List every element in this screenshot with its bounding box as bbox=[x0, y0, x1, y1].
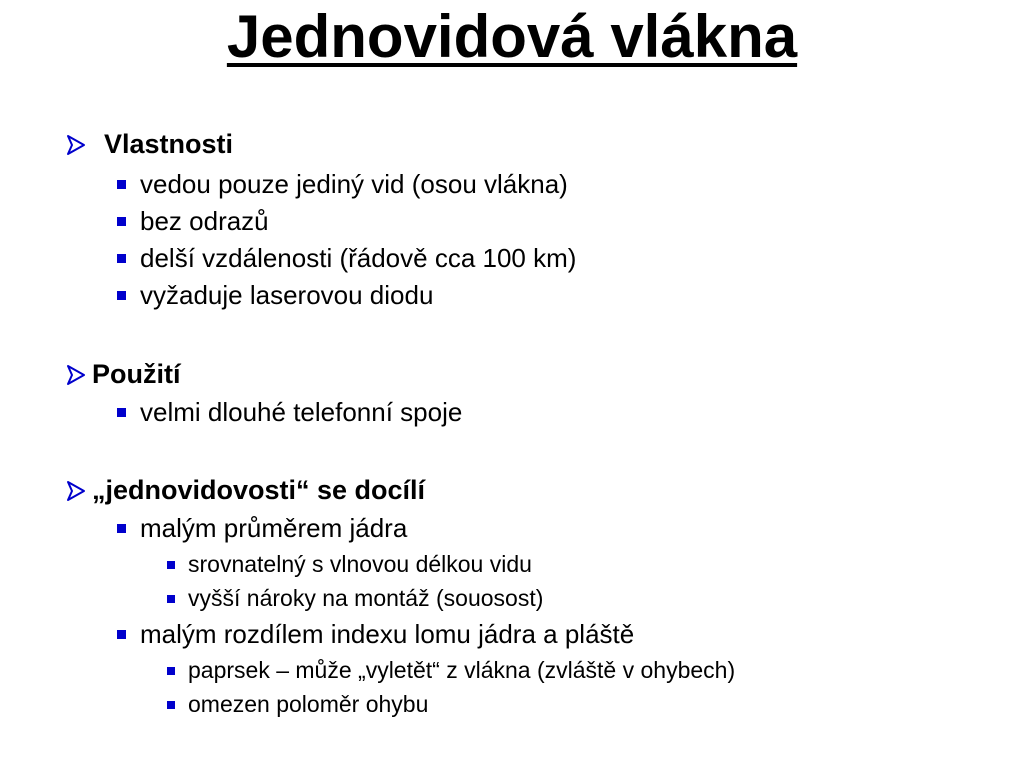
section-heading-jednovidovosti bbox=[66, 475, 425, 506]
section-heading-vlastnosti bbox=[66, 129, 233, 160]
square-bullet-icon bbox=[117, 630, 126, 639]
arrow-bullet-icon bbox=[66, 480, 86, 502]
square-bullet-icon bbox=[167, 561, 175, 569]
square-bullet-icon bbox=[117, 217, 126, 226]
list-item-text: vedou pouze jediný vid (osou vlákna) bbox=[140, 169, 568, 199]
sub-list-item bbox=[167, 551, 532, 578]
section-heading-label: „jednovidovosti“ se docílí bbox=[92, 475, 426, 505]
list-item-text: bez odrazů bbox=[140, 206, 269, 236]
list-item bbox=[117, 169, 568, 200]
list-item-text: vyžaduje laserovou diodu bbox=[140, 280, 434, 310]
list-item bbox=[117, 243, 576, 274]
arrow-bullet-icon bbox=[66, 364, 86, 386]
square-bullet-icon bbox=[117, 524, 126, 533]
sub-list-item bbox=[167, 691, 428, 718]
slide-title: Jednovidová vlákna bbox=[226, 3, 798, 70]
arrow-bullet-icon bbox=[66, 134, 86, 156]
sub-list-item bbox=[167, 657, 735, 684]
section-heading-label: Použití bbox=[92, 359, 181, 389]
square-bullet-icon bbox=[117, 254, 126, 263]
square-bullet-icon bbox=[167, 667, 175, 675]
sub-list-item bbox=[167, 585, 543, 612]
list-item bbox=[117, 206, 269, 237]
square-bullet-icon bbox=[117, 180, 126, 189]
square-bullet-icon bbox=[117, 291, 126, 300]
list-item bbox=[117, 397, 462, 428]
sub-list-item-text: vyšší nároky na montáž (souosost) bbox=[188, 585, 544, 611]
sub-list-item-text: omezen poloměr ohybu bbox=[188, 691, 429, 717]
list-item-text: velmi dlouhé telefonní spoje bbox=[140, 397, 463, 427]
square-bullet-icon bbox=[167, 595, 175, 603]
list-item-text: delší vzdálenosti (řádově cca 100 km) bbox=[140, 243, 577, 273]
section-heading-label: Vlastnosti bbox=[104, 129, 234, 159]
section-heading-pouziti bbox=[66, 359, 181, 390]
square-bullet-icon bbox=[117, 408, 126, 417]
list-item-text: malým průměrem jádra bbox=[140, 513, 408, 543]
sub-list-item-text: paprsek – může „vyletět“ z vlákna (zvláště v ohybech) bbox=[188, 657, 736, 683]
list-item bbox=[117, 280, 433, 311]
square-bullet-icon bbox=[167, 701, 175, 709]
list-item bbox=[117, 513, 407, 544]
list-item bbox=[117, 619, 634, 650]
list-item-text: malým rozdílem indexu lomu jádra a pláště bbox=[140, 619, 635, 649]
sub-list-item-text: srovnatelný s vlnovou délkou vidu bbox=[188, 551, 532, 577]
